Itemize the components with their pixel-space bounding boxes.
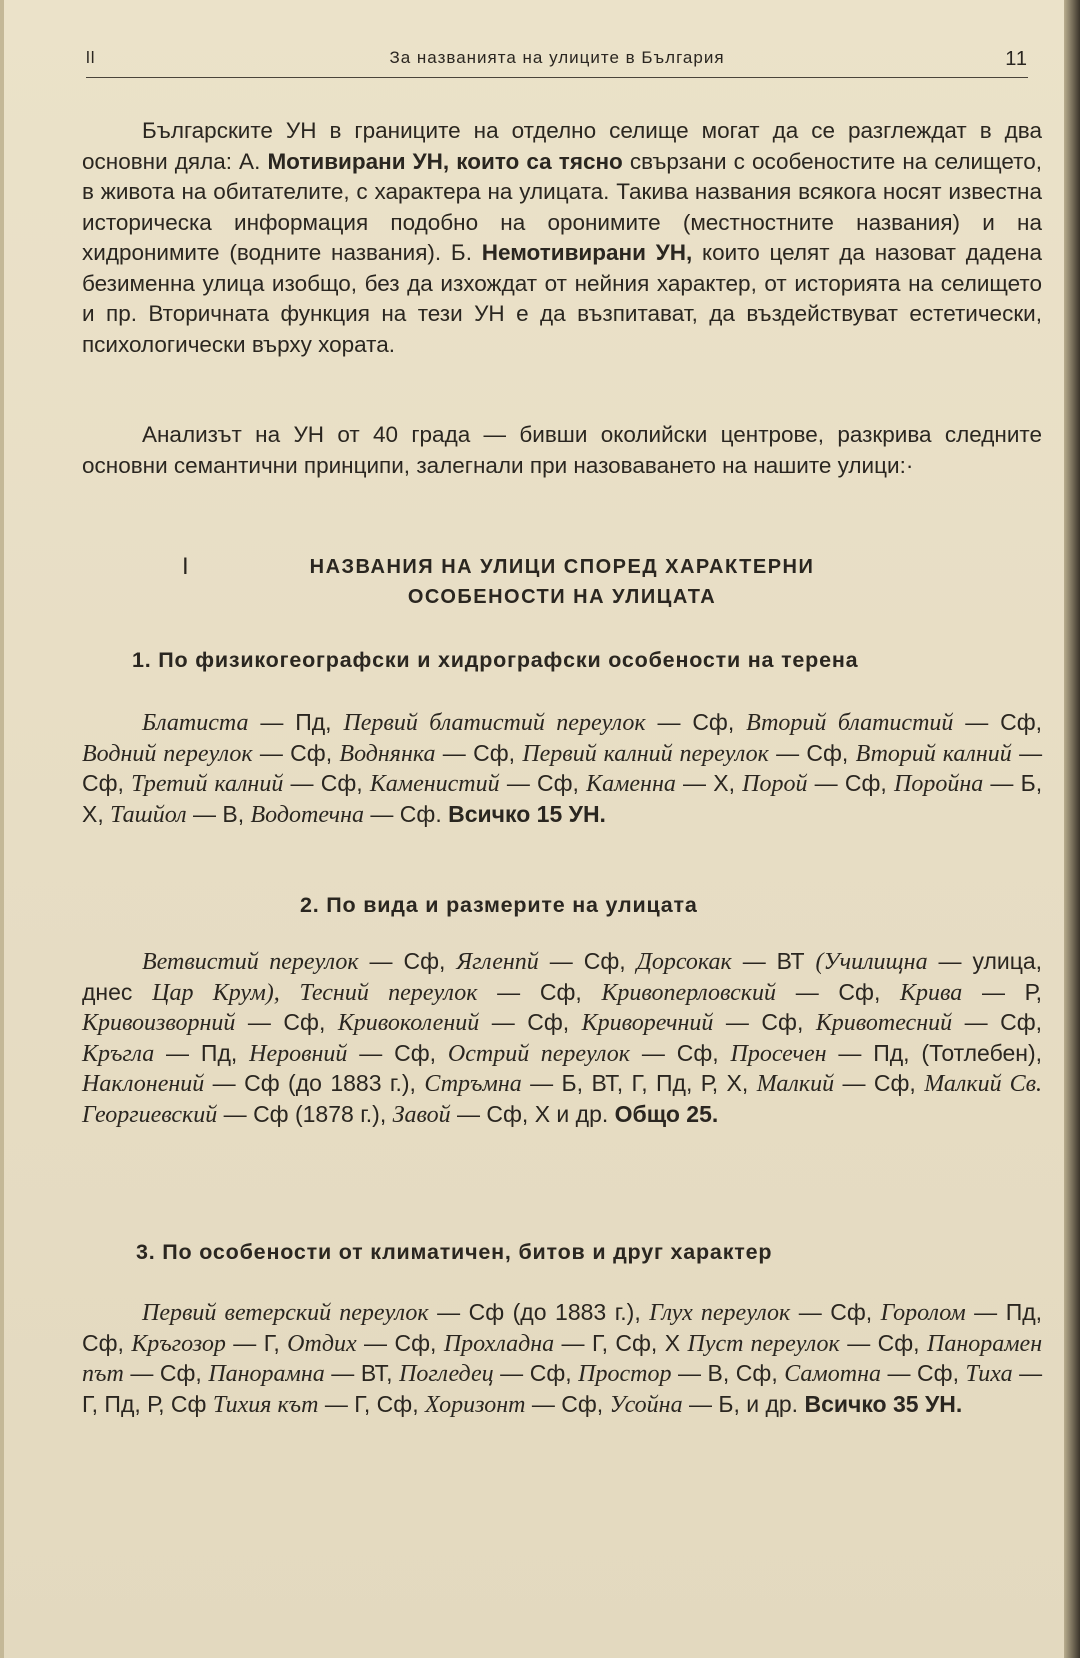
city-abbreviation: Сф,	[159, 1360, 202, 1386]
street-name: Погледец	[399, 1361, 494, 1387]
street-name: Тесний переулок	[299, 979, 478, 1006]
city-abbreviation: Сф.	[399, 800, 442, 827]
city-abbreviation: улица, днес	[82, 948, 1043, 1005]
unmotivated-term: Немотивирани УН,	[481, 240, 693, 265]
city-abbreviation: Пд,	[295, 709, 332, 735]
street-name: Панорамна	[208, 1361, 325, 1387]
city-abbreviation: Сф,	[692, 709, 735, 735]
city-abbreviation: Сф,	[844, 770, 887, 796]
street-count-total: Всичко 35 УН.	[804, 1390, 963, 1417]
subsection-heading-1: 1. По физикогеографски и хидрографски особености на терена	[132, 648, 859, 672]
street-name: Кръгозор	[131, 1330, 226, 1357]
street-name: Кръгла	[82, 1040, 155, 1067]
city-abbreviation: Сф,	[838, 978, 881, 1005]
street-name: Усойна	[609, 1391, 683, 1418]
street-name: Глух переулок	[649, 1300, 791, 1326]
street-name: Кривоперловский	[601, 979, 776, 1006]
street-name: Наклонений	[82, 1071, 205, 1097]
street-list-1: Блатиста — Пд, Первий блатистий переулок — Сф, Вторий блатистий — Сф, Водний переулок — Сф, Воднянка — Сф, Первий калний переулок — Сф, Вторий калний — Сф, Третий калний — Сф, Каменистий — Сф, Каменна — Х, Порой — Сф, Поройна — Б, Х, Ташйол — В, Водотечна — Сф. Всичко 15 УН.	[82, 709, 1043, 828]
header-left-mark: ll	[86, 48, 96, 67]
city-abbreviation: Сф,	[527, 1009, 570, 1035]
city-abbreviation: Сф,	[394, 1039, 437, 1066]
street-name: Каменна	[586, 771, 676, 797]
street-name: Криворечний	[581, 1010, 714, 1036]
motivated-term: Мотивирани УН,	[267, 148, 450, 174]
unmotivated-description: които целят да назоват дадена безименна улица изобщо, без да изхождат от нейния характер, от историята на селището и пр. Вторичната функция на тези УН е да възпитават, да въздействуват естетически, психологически върху хората.	[82, 240, 1042, 357]
city-abbreviation: Б, Х,	[82, 770, 1043, 827]
street-name: Дорсокак	[636, 949, 732, 975]
city-abbreviation: Сф,	[873, 1070, 916, 1096]
street-count-total: Всичко 15 УН.	[448, 800, 606, 827]
city-abbreviation: Г,	[263, 1329, 280, 1356]
city-abbreviation: Сф,	[917, 1360, 959, 1386]
page-left-edge	[0, 0, 4, 1658]
city-abbreviation: ВТ	[776, 948, 805, 974]
street-name: Первий блатистий переулок	[343, 710, 646, 736]
city-abbreviation: Сф,	[283, 1009, 326, 1035]
section-roman-numeral: I	[182, 553, 191, 580]
street-name: Ташйол	[110, 801, 187, 828]
street-name: Пуст переулок	[687, 1330, 840, 1357]
street-name: Тиха	[965, 1361, 1013, 1387]
city-abbreviation: Сф,	[806, 739, 849, 766]
city-abbreviation: В, Сф,	[707, 1360, 778, 1386]
street-name: Неровний	[249, 1040, 348, 1067]
street-list-3: Первий ветерский переулок — Сф (до 1883 г.), Глух переулок — Сф, Горолом — Пд, Сф, Кръгозор — Г, Отдих — Сф, Прохладна — Г, Сф, Х Пуст переулок — Сф, Панорамен път — Сф, Панорамна — ВТ, Погледец — Сф, Простор — В, Сф, Самотна — Сф, Тиха — Г, Пд, Р, Сф Тихия кът — Г, Сф, Хоризонт — Сф, Усойна — Б, и др. Всичко 35 УН.	[82, 1299, 1043, 1418]
street-name: Третий калний	[131, 771, 284, 797]
street-name: Ветвистий переулок	[142, 949, 359, 975]
city-abbreviation: Сф (до 1883 г.),	[468, 1299, 641, 1325]
street-name: Панорамен път	[82, 1330, 1043, 1387]
city-abbreviation: В,	[222, 800, 245, 827]
header-rule	[86, 77, 1028, 78]
street-name: Вторий калний	[855, 740, 1012, 767]
subsection-heading-3: 3. По особености от климатичен, битов и друг характер	[136, 1240, 773, 1264]
street-name: Малкий Св. Георгиевский	[82, 1071, 1043, 1128]
street-name: Кривотесний	[815, 1010, 953, 1036]
street-name: Прохладна	[443, 1330, 555, 1357]
city-abbreviation: Б, ВТ, Г, Пд, Р, Х,	[561, 1070, 749, 1096]
city-abbreviation: Сф,	[761, 1009, 804, 1035]
city-abbreviation: Сф,	[877, 1329, 920, 1356]
city-abbreviation: Пд,	[200, 1039, 238, 1066]
street-name: Тихия кът	[212, 1391, 319, 1418]
street-name: Острий переулок	[447, 1040, 630, 1067]
page-right-edge-shadow	[1064, 0, 1080, 1658]
street-count-total: Общо 25.	[614, 1100, 719, 1127]
intro-text: Българските УН в границите на отделно селище могат да се разглеждат в два основни дяла: А.	[82, 118, 1042, 174]
section-heading	[82, 552, 1042, 612]
city-abbreviation: Сф,	[1000, 1009, 1043, 1035]
city-abbreviation: Пд, (Тотлебен),	[873, 1039, 1043, 1066]
street-name: Порой	[742, 771, 808, 797]
street-name: Цар Крум),	[152, 979, 280, 1006]
city-abbreviation: ВТ,	[360, 1360, 393, 1386]
subsection-heading-2: 2. По вида и размерите на улицата	[300, 893, 698, 917]
city-abbreviation: Сф,	[403, 948, 446, 974]
street-name: Малкий	[756, 1071, 835, 1097]
city-abbreviation: Сф (1878 г.),	[253, 1100, 387, 1127]
city-abbreviation: Сф, Х и др.	[486, 1100, 609, 1127]
street-name: Горолом	[880, 1300, 966, 1326]
city-abbreviation: Сф,	[539, 978, 582, 1005]
street-name: Завой	[392, 1101, 451, 1128]
city-abbreviation: Сф,	[529, 1360, 572, 1386]
city-abbreviation: Сф,	[830, 1299, 873, 1325]
street-name: Блатиста	[142, 710, 249, 736]
street-list-2: Ветвистий переулок — Сф, Ягленпй — Сф, Дорсокак — ВТ (Училищна — улица, днес Цар Крум), Тесний переулок — Сф, Кривоперловский — Сф, Крива — Р, Кривоизворний — Сф, Кривоколений — Сф, Криворечний — Сф, Кривотесний — Сф, Кръгла — Пд, Неровний — Сф, Острий переулок — Сф, Просечен — Пд, (Тотлебен), Наклонений — Сф (до 1883 г.), Стръмна — Б, ВТ, Г, Пд, Р, Х, Малкий — Сф, Малкий Св. Георгиевский — Сф (1878 г.), Завой — Сф, Х и др. Общо 25.	[82, 948, 1043, 1128]
street-name: Поройна	[894, 771, 984, 797]
paragraph-analysis: Анализът на УН от 40 града — бивши околийски центрове, разкрива следните основни семантични принципи, залегнали при назоваването на нашите улици:·	[82, 422, 1042, 478]
page-number: 11	[1005, 48, 1028, 70]
section-heading-line2: ОСОБЕНОСТИ НА УЛИЦАТА	[407, 586, 717, 608]
street-name: Крива	[900, 979, 963, 1006]
street-name: Самотна	[784, 1361, 881, 1387]
section-heading-line1: НАЗВАНИЯ НА УЛИЦИ СПОРЕД ХАРАКТЕРНИ	[309, 556, 815, 578]
city-abbreviation: Г, Сф,	[354, 1390, 419, 1417]
city-abbreviation: Сф,	[676, 1039, 719, 1066]
motivated-description: свързани с особеностите на селището, в живота на обитателите, с характера на улицата. Такива названия всякога носят известна историческа информация подобно на оронимите (местностните названия) и на хидронимите (водните названия). Б.	[82, 148, 1042, 265]
city-abbreviation: Сф,	[1000, 709, 1043, 735]
city-abbreviation: Сф,	[394, 1329, 437, 1356]
city-abbreviation: Сф,	[82, 770, 124, 796]
city-abbreviation: Сф,	[561, 1390, 604, 1417]
street-name: Воднянка	[339, 740, 436, 767]
city-abbreviation: Сф,	[473, 739, 516, 766]
motivated-term-rest: които са тясно	[456, 148, 623, 174]
city-abbreviation: Пд, Сф,	[82, 1299, 1043, 1356]
street-name: Первий ветерский переулок	[142, 1300, 429, 1326]
street-name: Кривоколений	[337, 1010, 480, 1036]
street-name: Стръмна	[424, 1071, 522, 1097]
city-abbreviation: Сф,	[537, 770, 579, 796]
city-abbreviation: Х,	[713, 770, 735, 796]
city-abbreviation: Г, Пд, Р, Сф	[82, 1390, 207, 1417]
street-name: Просечен	[730, 1040, 827, 1067]
paragraph-intro	[82, 116, 1042, 360]
street-name: Хоризонт	[425, 1391, 526, 1418]
city-abbreviation: Г, Сф, Х	[591, 1329, 681, 1356]
city-abbreviation: Сф,	[583, 948, 626, 974]
header-title: За названията на улиците в България	[389, 48, 725, 67]
city-abbreviation: Сф,	[290, 739, 333, 766]
street-name: Вторий блатистий	[746, 710, 954, 736]
street-name: Ягленпй	[456, 949, 539, 975]
city-abbreviation: Р,	[1024, 978, 1043, 1005]
city-abbreviation: Сф (до 1883 г.),	[244, 1070, 416, 1096]
running-header	[86, 48, 1028, 78]
street-name: Отдих	[287, 1330, 357, 1357]
street-name: Водотечна	[250, 801, 365, 828]
city-abbreviation: Сф,	[320, 770, 363, 796]
city-abbreviation: Б, и др.	[718, 1390, 799, 1417]
street-name: Каменистий	[369, 771, 500, 797]
street-name: (Училищна	[815, 949, 928, 975]
street-name: Простор	[578, 1361, 672, 1387]
street-name: Водний переулок	[82, 740, 253, 767]
street-name: Первий калний переулок	[522, 740, 769, 767]
street-name: Кривоизворний	[82, 1010, 236, 1036]
